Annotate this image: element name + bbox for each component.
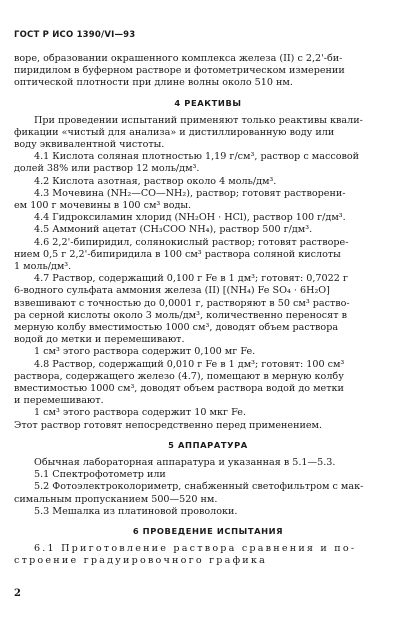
text-line: воре, образовании окрашенного комплекса железа (II) с 2,2'-би- [14, 53, 343, 64]
text-line: Обычная лабораторная аппаратура и указанная в 5.1—5.3. [34, 456, 336, 468]
note-line: Этот раствор готовят непосредственно перед применением. [14, 419, 323, 431]
text-line: фикации «чистый для анализа» и дистиллированную воду или [14, 126, 335, 138]
text-line: водой до метки и перемешивают. [14, 334, 185, 346]
clause-5-3: 5.3 Мешалка из платиновой проволоки. [34, 505, 238, 517]
section-apparatus [14, 457, 402, 518]
text-line: симальным пропусканием 500—520 нм. [14, 493, 218, 505]
text-line: нием 0,5 г 2,2'-бипиридила в 100 см³ раствора соляной кислоты [14, 248, 341, 260]
clause-4-6: 4.6 2,2'-бипиридил, солянокислый раствор; готовят растворе- [34, 236, 349, 248]
text-line: ем 100 г мочевины в 100 см³ воды. [14, 200, 192, 212]
subsection-title: строение градуировочного графика [14, 555, 267, 567]
standard-header: ГОСТ Р ИСО 1390/VI—93 [14, 30, 136, 40]
document-body [14, 53, 402, 567]
text-line: оптической плотности при длине волны около 510 нм. [14, 77, 293, 89]
note-line: 1 см³ этого раствора содержит 0,100 мг Fe. [34, 346, 256, 358]
clause-4-4: 4.4 Гидроксиламин хлорид (NH₂OH · HCl), раствор 100 г/дм³. [34, 212, 346, 224]
text-line: мерную колбу вместимостью 1000 см³, доводят объем раствора [14, 322, 339, 334]
text-line: ра серной кислоты около 3 моль/дм³, количественно переносят в [14, 309, 347, 321]
clause-5-1: 5.1 Спектрофотометр или [34, 469, 166, 481]
text-line: долей 38% или раствор 12 моль/дм³. [14, 163, 200, 175]
text-line: и перемешивают. [14, 395, 104, 407]
section-heading-reagents: 4 РЕАКТИВЫ [174, 97, 242, 108]
clause-4-5: 4.5 Аммоний ацетат (CH₃COO NH₄), раствор 500 г/дм³. [34, 224, 313, 236]
clause-4-2: 4.2 Кислота азотная, раствор около 4 моль/дм³. [34, 175, 277, 187]
text-line: взвешивают с точностью до 0,0001 г, растворяют в 50 см³ раство- [14, 297, 350, 309]
text-line: 6-водного сульфата аммония железа (II) [(NH₄) Fe SO₄ · 6H₂O] [14, 285, 330, 297]
text-line: пиридилом в буферном растворе и фотометрическом измерении [14, 65, 345, 77]
section-heading-apparatus: 5 АППАРАТУРА [168, 439, 248, 450]
clause-4-7: 4.7 Раствор, содержащий 0,100 г Fe в 1 дм³; готовят: 0,7022 г [34, 273, 348, 285]
intro-paragraph [14, 53, 402, 90]
note-line: 1 см³ этого раствора содержит 10 мкг Fe. [34, 407, 246, 419]
page-number: 2 [14, 588, 21, 599]
clause-4-3: 4.3 Мочевина (NH₂—CO—NH₂), раствор; готовят растворени- [34, 187, 346, 199]
section-heading-procedure: 6 ПРОВЕДЕНИЕ ИСПЫТАНИЯ [132, 525, 284, 536]
clause-4-8: 4.8 Раствор, содержащий 0,010 г Fe в 1 дм³; готовят: 100 см³ [34, 358, 345, 370]
section-reagents [14, 115, 402, 432]
text-line: раствора, содержащего железо (4.7), помещают в мерную колбу [14, 370, 344, 382]
clause-4-1: 4.1 Кислота соляная плотностью 1,19 г/см³, раствор с массовой [34, 151, 360, 163]
subsection-title: 6.1 Приготовление раствора сравнения и по- [34, 542, 357, 554]
text-line: вместимостью 1000 см³, доводят объем раствора водой до метки [14, 383, 344, 395]
section-procedure [14, 543, 402, 567]
text-line: воду эквивалентной чистоты. [14, 139, 165, 151]
clause-5-2: 5.2 Фотоэлектроколориметр, снабженный светофильтром с мак- [34, 481, 364, 493]
text-line: 1 моль/дм³. [14, 261, 72, 273]
text-line: При проведении испытаний применяют только реактивы квали- [34, 114, 363, 126]
